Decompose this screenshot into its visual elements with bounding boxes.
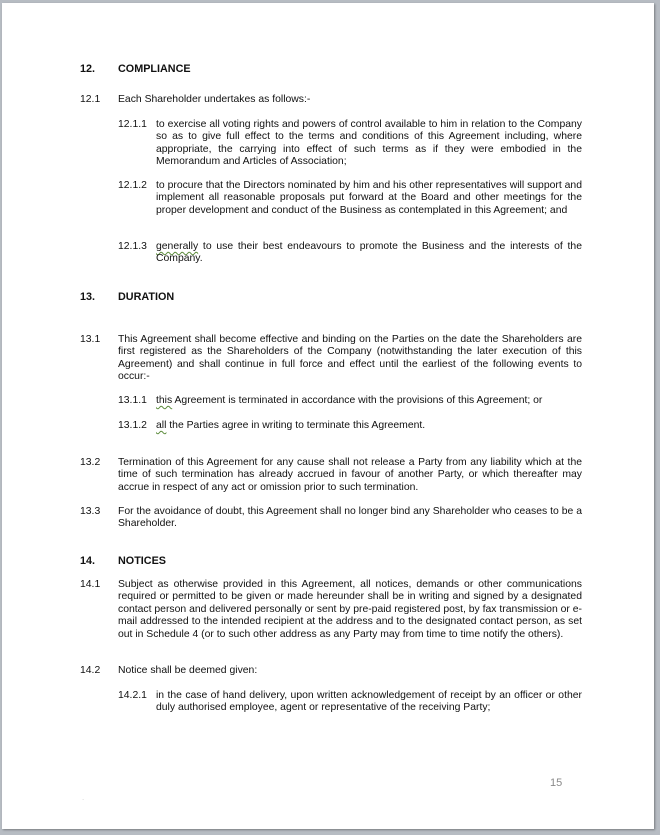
section-number: 12. (80, 63, 96, 75)
section-number: 13. (80, 291, 96, 303)
spellcheck-word: all (156, 420, 167, 431)
clause-number: 13.1.2 (118, 420, 147, 431)
clause-number: 13.2 (80, 457, 101, 468)
clause-number: 13.3 (80, 506, 101, 517)
clause-text (156, 395, 582, 407)
clause-text: Subject as otherwise provided in this Agreement, all notices, demands or other communications required or permitted to be given or made hereunder shall be in writing and signed by a designated contact person and delivered personally or sent by pre-paid registered post, by fax transmission or e-mail addressed to the intended recipient at the address and to the designated contact person, as set out in Schedule 4 (or to such other address as any Party may from time to time notify the others). (118, 579, 582, 640)
clause-number: 12.1.3 (118, 241, 147, 252)
clause-number: 13.1.1 (118, 395, 147, 406)
clause-text: Notice shall be deemed given: (118, 665, 258, 676)
section-title: DURATION (118, 291, 175, 303)
clause-number: 14.1 (80, 579, 101, 590)
page-number: 15 (550, 777, 563, 789)
clause-text: Each Shareholder undertakes as follows:- (118, 94, 311, 105)
clause-text-rest: the Parties agree in writing to terminate this Agreement. (166, 420, 426, 431)
clause-text: to exercise all voting rights and powers of control available to him in relation to the Company so as to give full effect to the terms and conditions of this Agreement including, where appropriate, the carrying into effect of such terms as if they were embodied in the Memorandum and Articles of Association; (156, 119, 582, 168)
clause-number: 12.1 (80, 94, 101, 105)
clause-text: in the case of hand delivery, upon written acknowledgement of receipt by an officer or other duly authorised employee, agent or representative of the receiving Party; (156, 690, 582, 714)
document-page (2, 3, 654, 829)
clause-text: to procure that the Directors nominated by him and his other representatives will support and implement all reasonable proposals put forward at the Board and other meetings for the proper development and conduct of the Business as contemplated in this Agreement; and (156, 180, 582, 216)
clause-text: This Agreement shall become effective and binding on the Parties on the date the Shareholders are first registered as the Shareholders of the Company (notwithstanding the later execution of this Agreement) and shall continue in full force and effect until the earliest of the following events to occur:- (118, 334, 582, 383)
section-number: 14. (80, 555, 96, 567)
section-title: COMPLIANCE (118, 63, 191, 75)
footer-mark: . (82, 793, 85, 802)
clause-number: 12.1.2 (118, 180, 147, 191)
clause-number: 12.1.1 (118, 119, 147, 130)
clause-text: For the avoidance of doubt, this Agreement shall no longer bind any Shareholder who ceases to be a Shareholder. (118, 506, 582, 530)
section-title: NOTICES (118, 555, 166, 567)
spellcheck-word: generally (156, 241, 199, 252)
clause-text (156, 241, 582, 266)
clause-text: Termination of this Agreement for any cause shall not release a Party from any liability which at the time of such termination has already accrued in favour of another Party, or which thereafter may accrue in respect of any act or omission prior to such termination. (118, 457, 582, 493)
spellcheck-word: this (156, 395, 173, 406)
clause-number: 14.2 (80, 665, 101, 676)
clause-number: 13.1 (80, 334, 101, 345)
clause-text-rest: Agreement is terminated in accordance with the provisions of this Agreement; or (172, 395, 543, 406)
clause-number: 14.2.1 (118, 690, 147, 701)
clause-text (156, 420, 582, 432)
clause-text-rest: to use their best endeavours to promote the Business and the interests of the Company. (156, 241, 582, 265)
